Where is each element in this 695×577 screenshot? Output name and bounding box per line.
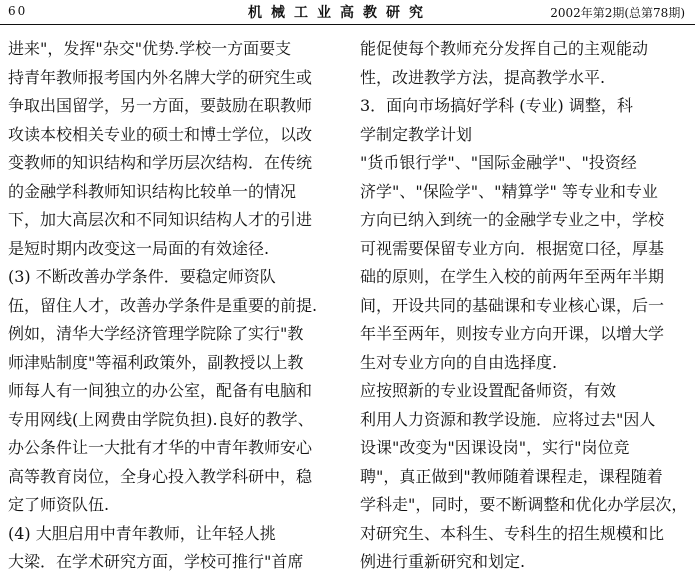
text-line: "货币银行学"、"国际金融学"、"投资经 <box>360 153 637 172</box>
header-rule <box>0 24 695 25</box>
text-line: 础的原则，在学生入校的前两年至两年半期 <box>360 267 665 286</box>
text-line: (3) 不断改善办学条件．要稳定师资队 <box>8 267 276 286</box>
text-line: (4) 大胆启用中青年教师，让年轻人挑 <box>8 523 276 543</box>
text-line: 生对专业方向的自由选择度. <box>360 352 558 372</box>
text-line: 性，改进教学方法，提高教学水平. <box>360 67 606 87</box>
text-line: 师每人有一间独立的办公室，配备有电脑和 <box>8 381 313 400</box>
text-line: 方向已纳入到统一的金融学专业之中，学校 <box>360 210 665 229</box>
journal-name: 机械工业高教研究 <box>248 5 432 21</box>
text-line: 利用人力资源和教学设施．应将过去"因人 <box>360 409 656 429</box>
text-line: 高等教育岗位，全身心投入教学科研中，稳 <box>8 466 313 486</box>
text-line: 对研究生、本科生、专科生的招生规模和比 <box>360 523 665 543</box>
right-column <box>360 35 688 577</box>
text-line: 争取出国留学，另一方面，要鼓励在职教师 <box>8 96 313 115</box>
text-line: 的金融学科教师知识结构比较单一的情况 <box>8 181 297 201</box>
text-line: 办公条件让一大批有才华的中青年教师安心 <box>8 438 313 457</box>
text-line: 聘"，真正做到"教师随着课程走，课程随着 <box>360 466 663 486</box>
text-line: 进来"，发挥"杂交"优势.学校一方面要支 <box>8 39 292 58</box>
text-line: 济学"、"保险学"、"精算学" 等专业和专业 <box>360 181 658 201</box>
text-line: 学制定教学计划 <box>360 124 473 144</box>
text-line: 伍，留住人才，改善办学条件是重要的前提. <box>8 295 318 315</box>
text-line: 年半至两年，则按专业方向开课，以增大学 <box>360 324 665 343</box>
text-line: 应按照新的专业设置配备师资，有效 <box>360 381 617 400</box>
text-line: 学科走"，同时，要不断调整和优化办学层次， <box>360 495 688 514</box>
page-number: 60 <box>8 4 28 18</box>
text-line: 师津贴制度"等福利政策外，副教授以上教 <box>8 352 304 372</box>
text-line: 能促使每个教师充分发挥自己的主观能动 <box>360 39 649 58</box>
text-line: 3．面向市场搞好学科 (专业) 调整，科 <box>360 96 633 115</box>
text-line: 下，加大高层次和不同知识结构人才的引进 <box>8 210 313 229</box>
text-line: 间，开设共同的基础课和专业核心课，后一 <box>360 295 665 315</box>
issue-info: 2002年第2期(总第78期) <box>550 6 685 20</box>
text-line: 例如，清华大学经济管理学院除了实行"教 <box>8 324 304 343</box>
text-line: 是短时期内改变这一局面的有效途径. <box>8 238 270 258</box>
text-line: 变教师的知识结构和学历层次结构．在传统 <box>8 153 313 172</box>
text-line: 大梁．在学术研究方面，学校可推行"首席 <box>8 552 304 571</box>
text-line: 定了师资队伍. <box>8 495 110 514</box>
text-line: 攻读本校相关专业的硕士和博士学位，以改 <box>8 124 313 144</box>
text-line: 专用网线(上网费由学院负担).良好的教学、 <box>8 409 314 429</box>
text-line: 设课"改变为"因课设岗"，实行"岗位竞 <box>360 438 630 457</box>
text-line: 可视需要保留专业方向．根据宽口径，厚基 <box>360 238 665 258</box>
page-header <box>0 0 695 26</box>
text-line: 例进行重新研究和划定. <box>360 552 526 571</box>
text-line: 持青年教师报考国内外名牌大学的研究生或 <box>8 67 313 87</box>
left-column <box>8 35 338 577</box>
